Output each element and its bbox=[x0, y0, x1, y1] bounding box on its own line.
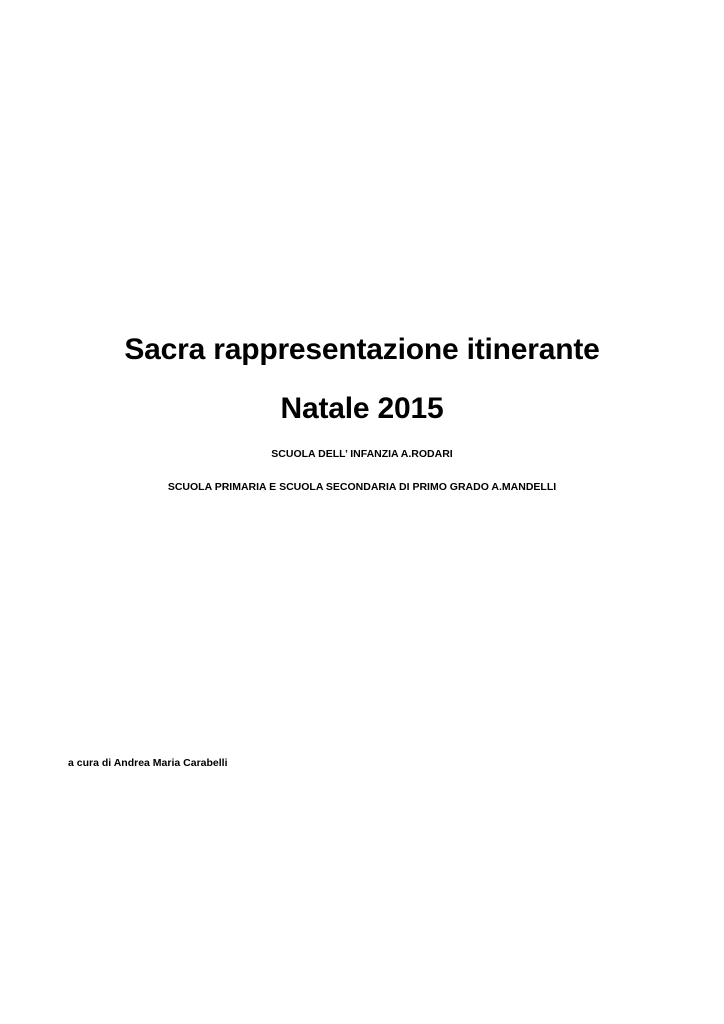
document-title: Sacra rappresentazione itinerante bbox=[124, 333, 600, 366]
document-subtitle: Natale 2015 bbox=[280, 392, 444, 425]
school-line-infanzia: SCUOLA DELL’ INFANZIA A.RODARI bbox=[271, 448, 453, 460]
school-line-primaria-secondaria: SCUOLA PRIMARIA E SCUOLA SECONDARIA DI PRIMO GRADO A.MANDELLI bbox=[167, 481, 557, 493]
author-credit: a cura di Andrea Maria Carabelli bbox=[68, 757, 228, 769]
